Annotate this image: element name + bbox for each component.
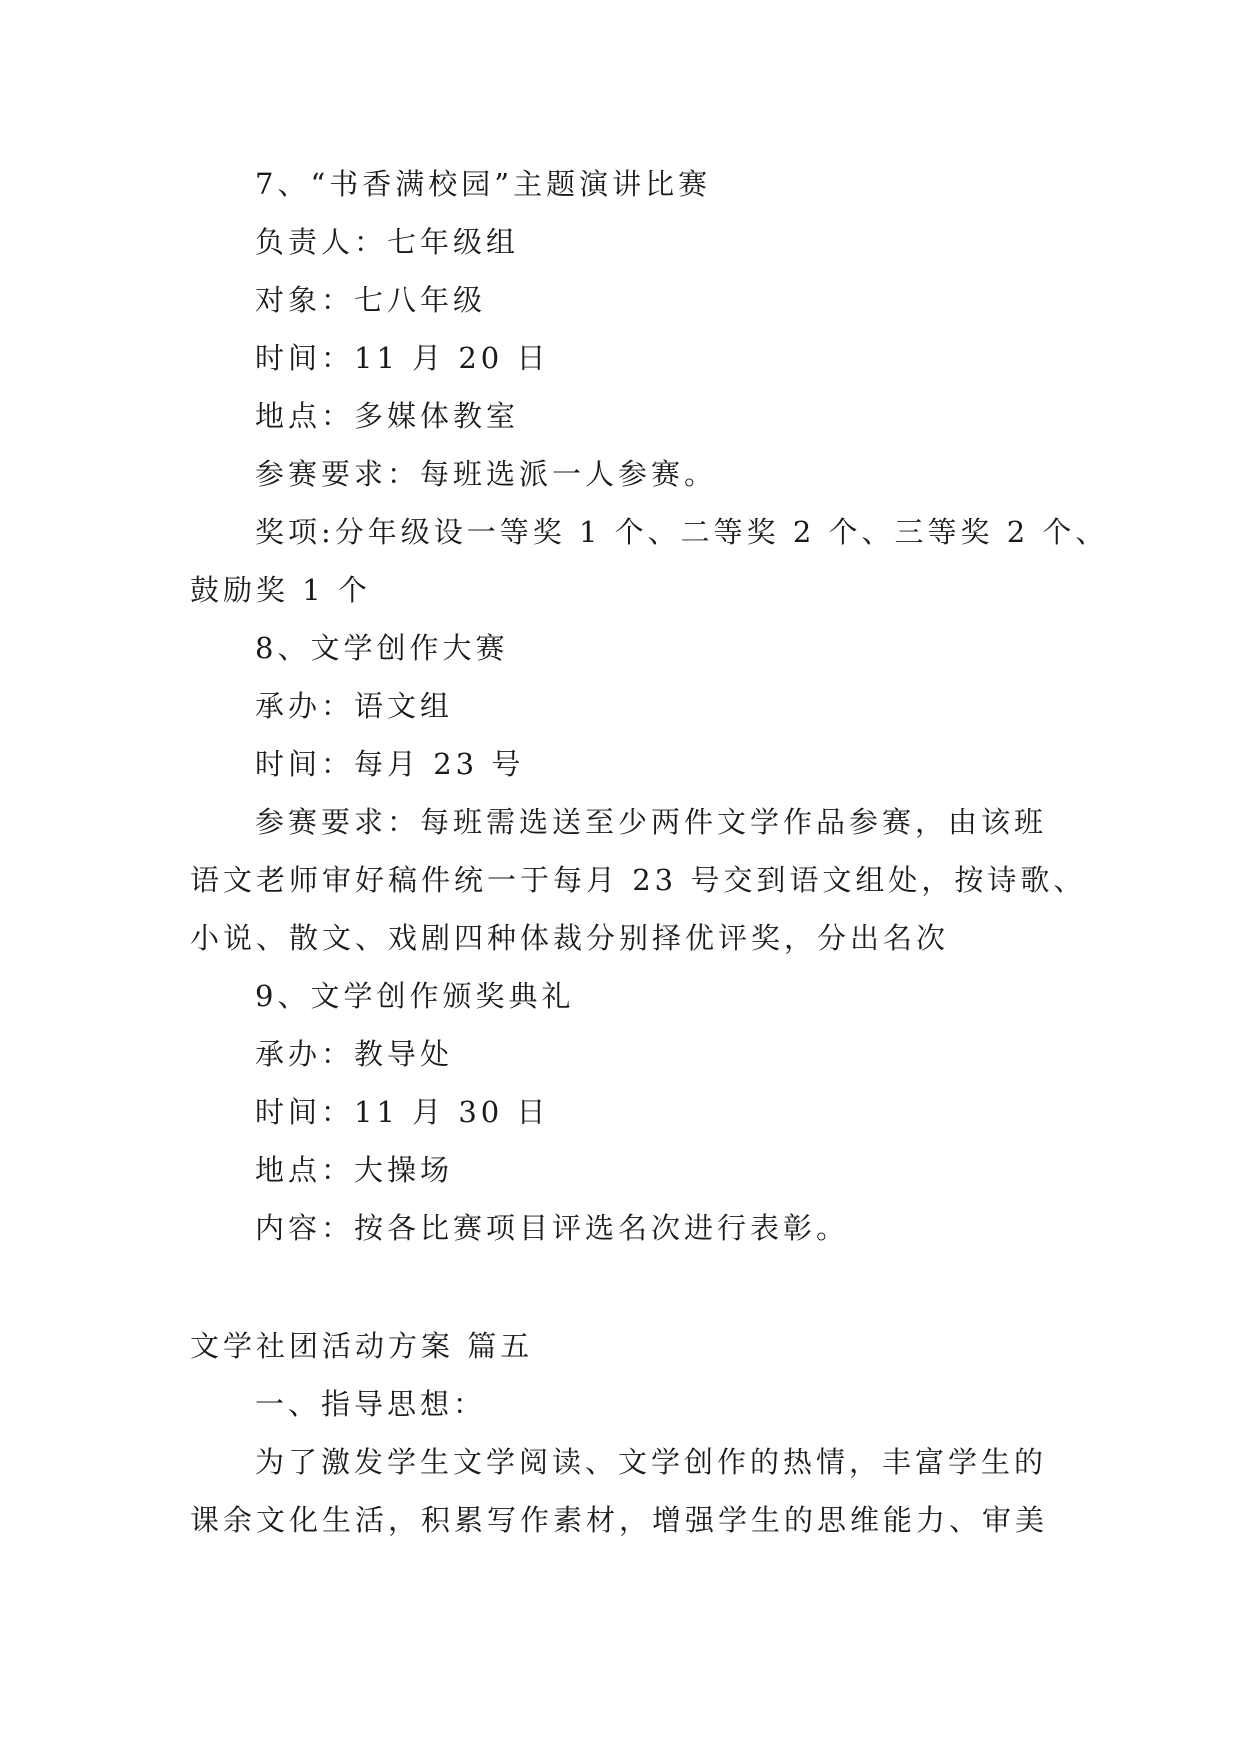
section-8-title: 8、文学创作大赛 <box>255 631 509 665</box>
section-9-title: 9、文学创作颁奖典礼 <box>255 979 575 1013</box>
section-7-owner: 负责人：七年级组 <box>255 225 520 259</box>
section-7-time: 时间：11 月 20 日 <box>255 341 550 375</box>
section-7-audience: 对象：七八年级 <box>255 283 487 317</box>
chapter-5-paragraph-line1: 为了激发学生文学阅读、文学创作的热情，丰富学生的 <box>255 1445 1048 1479</box>
chapter-5-subheading: 一、指导思想： <box>255 1387 487 1421</box>
section-7-requirement: 参赛要求：每班选派一人参赛。 <box>255 457 718 491</box>
section-7-title: 7、“书香满校园”主题演讲比赛 <box>255 167 712 201</box>
chapter-5-heading: 文学社团活动方案 篇五 <box>190 1329 534 1363</box>
section-9-time: 时间：11 月 30 日 <box>255 1095 550 1129</box>
section-7-awards-line1: 奖项:分年级设一等奖 1 个、二等奖 2 个、三等奖 2 个、 <box>255 515 1109 549</box>
section-8-requirement-line1: 参赛要求：每班需选送至少两件文学作品参赛，由该班 <box>255 805 1048 839</box>
section-8-requirement-line3: 小说、散文、戏剧四种体裁分别择优评奖，分出名次 <box>190 921 950 955</box>
section-9-content: 内容：按各比赛项目评选名次进行表彰。 <box>255 1211 850 1245</box>
section-9-organizer: 承办：教导处 <box>255 1037 454 1071</box>
section-9-place: 地点：大操场 <box>255 1153 454 1187</box>
section-8-requirement-line2: 语文老师审好稿件统一于每月 23 号交到语文组处，按诗歌、 <box>190 863 1087 897</box>
section-7-awards-line2: 鼓励奖 1 个 <box>190 573 371 607</box>
chapter-5-paragraph-line2: 课余文化生活，积累写作素材，增强学生的思维能力、审美 <box>190 1503 1049 1537</box>
section-8-time: 时间：每月 23 号 <box>255 747 525 781</box>
section-7-place: 地点：多媒体教室 <box>255 399 520 433</box>
section-8-organizer: 承办：语文组 <box>255 689 454 723</box>
